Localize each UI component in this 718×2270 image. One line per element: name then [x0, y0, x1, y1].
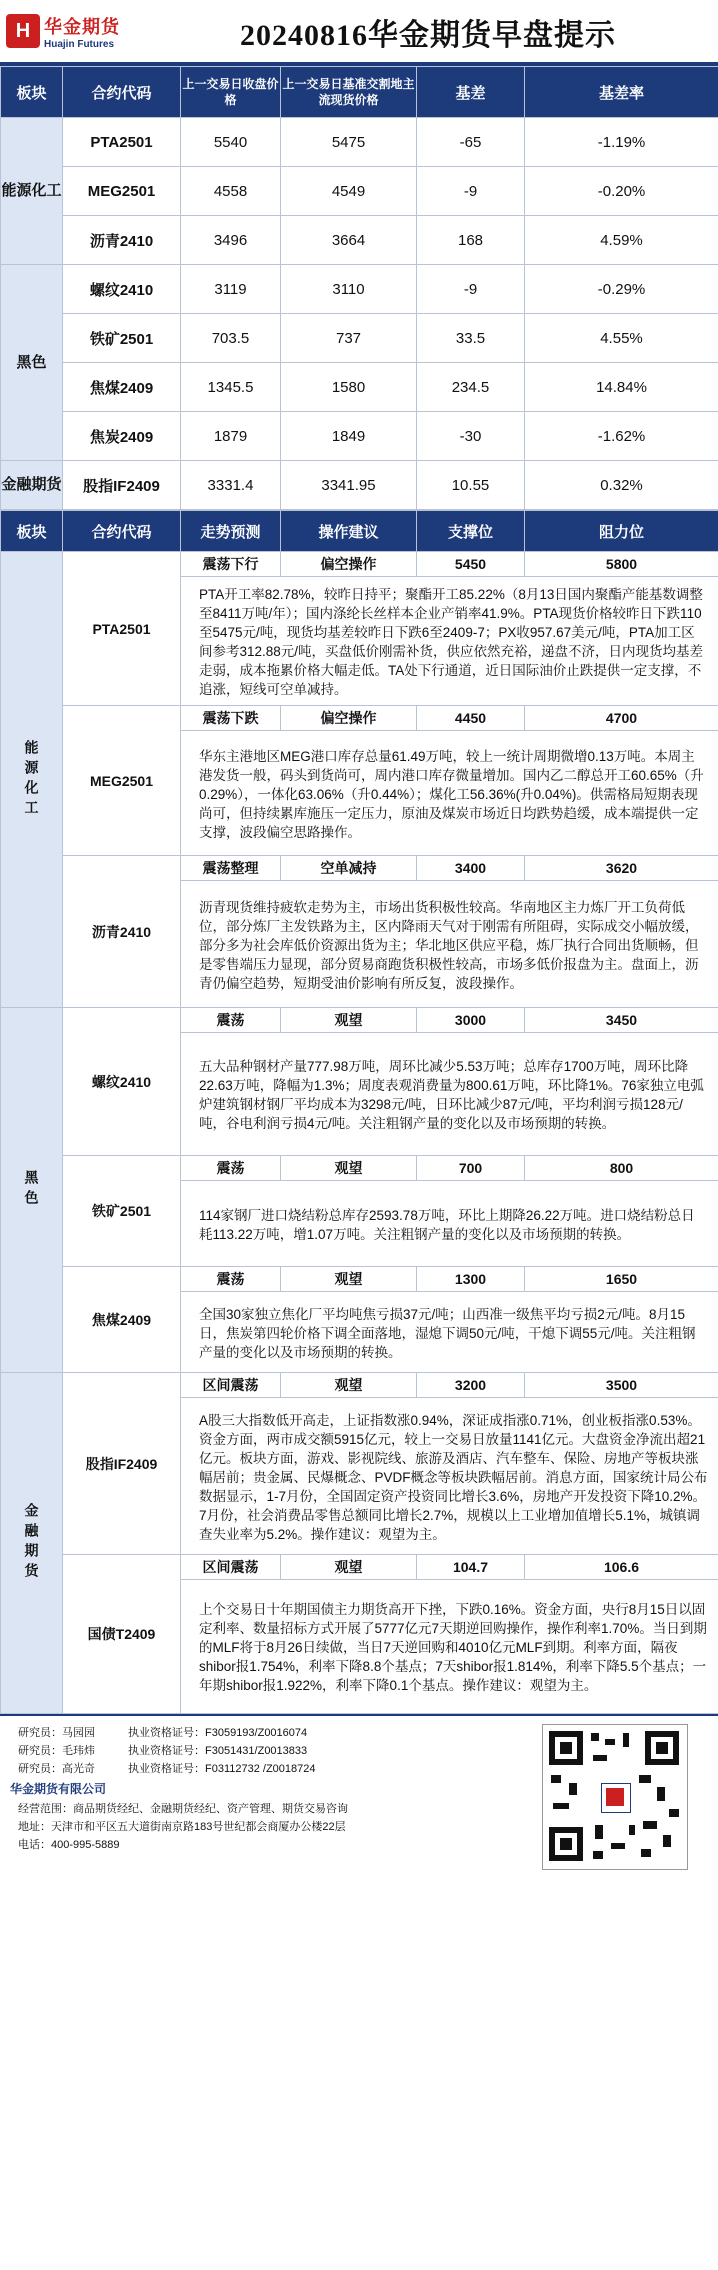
basis-value: 10.55 — [417, 461, 525, 510]
trend-forecast: 震荡下行 — [181, 552, 281, 577]
col-header: 板块 — [1, 67, 63, 118]
support-level: 700 — [417, 1156, 525, 1181]
operation-advice: 观望 — [281, 1373, 417, 1398]
operation-advice: 空单减持 — [281, 856, 417, 881]
basis-value: -9 — [417, 167, 525, 216]
sector-label: 黑色 — [1, 265, 63, 461]
basis-value: -9 — [417, 265, 525, 314]
basis-value: 33.5 — [417, 314, 525, 363]
basis-rate: -1.19% — [525, 118, 718, 167]
strategy-summary-row — [1, 856, 718, 881]
col-header: 基差率 — [525, 67, 718, 118]
commentary-text: 沥青现货维持疲软走势为主，市场出货积极性较高。华南地区主力炼厂开工负荷低位，部分炼厂主发铁路为主，区内降雨天气对于刚需有所阻碍，实际成交小幅放缓，部分多为社会库低价资源出货为主；华北地区供应平稳，炼厂执行合同出货顺畅，但是零售端压力显现，部分贸易商跑货积极性较高，市场多低价报盘为主。盘面上，沥青仍偏空趋势，短期受油价影响有所反复，波段操作。 — [181, 881, 718, 1008]
operation-advice: 偏空操作 — [281, 706, 417, 731]
cert-label: 执业资格证号： — [128, 1763, 205, 1775]
qr-center-logo — [601, 1783, 631, 1813]
support-level: 4450 — [417, 706, 525, 731]
operation-advice: 观望 — [281, 1555, 417, 1580]
trend-forecast: 震荡 — [181, 1267, 281, 1292]
contract-code: 铁矿2501 — [63, 314, 181, 363]
commentary-text: PTA开工率82.78%，较昨日持平；聚酯开工85.22%（8月13日国内聚酯产能基数调整至8411万吨/年）；国内涤纶长丝样本企业产销率41.9%。PTA现货价格较昨日下跌110至5475元/吨，现货均基差较昨日下跌6至2409-7；PX收957.67美元/吨，PTA加工区间参考312.88元/吨，买盘低价刚需补货，供应依然充裕，递盘不济，日内现货均基差走弱，成本拖累价格大幅走低。TA处下行通道，近日国际油价止跌提供一定支撑，不追涨，短线可空单减持。 — [181, 577, 718, 706]
support-level: 1300 — [417, 1267, 525, 1292]
trend-forecast: 区间震荡 — [181, 1373, 281, 1398]
strategy-table-header — [1, 511, 718, 552]
sector-label: 黑色 — [1, 1008, 63, 1373]
spot-price: 737 — [281, 314, 417, 363]
basis-rate: -0.20% — [525, 167, 718, 216]
support-level: 5450 — [417, 552, 525, 577]
researcher-line — [18, 1760, 316, 1776]
close-price: 1345.5 — [181, 363, 281, 412]
company-logo — [0, 4, 124, 58]
cert-label: 执业资格证号： — [128, 1727, 205, 1739]
support-level: 3400 — [417, 856, 525, 881]
basis-row — [1, 265, 718, 314]
strategy-summary-row — [1, 1156, 718, 1181]
researcher-name: 马园园 — [62, 1727, 95, 1739]
report-header — [0, 0, 718, 66]
close-price: 3331.4 — [181, 461, 281, 510]
resistance-level: 1650 — [525, 1267, 718, 1292]
contract-code: 股指IF2409 — [63, 461, 181, 510]
support-level: 3200 — [417, 1373, 525, 1398]
col-header: 阻力位 — [525, 511, 718, 552]
resistance-level: 3500 — [525, 1373, 718, 1398]
spot-price: 1580 — [281, 363, 417, 412]
basis-rate: -0.29% — [525, 265, 718, 314]
operation-advice: 观望 — [281, 1156, 417, 1181]
trend-forecast: 震荡 — [181, 1156, 281, 1181]
resistance-level: 3620 — [525, 856, 718, 881]
commentary-text: 华东主港地区MEG港口库存总量61.49万吨，较上一统计周期微增0.13万吨。本周主港发货一般，码头到货尚可，周内港口库存微量增加。国内乙二醇总开工60.65%（升0.29%），一体化63.06%（升0.44%）；煤化工56.36%(升0.04%)。供需格局短期表现尚可，但持续累库施压一定压力，原油及煤炭市场近日均跌势趋缓，成本端提供一定支撑，波段偏空思路操作。 — [181, 731, 718, 856]
sector-label: 能源化工 — [1, 118, 63, 265]
resistance-level: 5800 — [525, 552, 718, 577]
contract-code: MEG2501 — [63, 167, 181, 216]
researcher-label: 研究员： — [18, 1763, 62, 1775]
basis-rate: 14.84% — [525, 363, 718, 412]
contract-code: 铁矿2501 — [63, 1156, 181, 1267]
basis-rate: 4.59% — [525, 216, 718, 265]
operation-advice: 观望 — [281, 1008, 417, 1033]
contract-code: PTA2501 — [63, 552, 181, 706]
basis-value: 168 — [417, 216, 525, 265]
basis-table-header — [1, 67, 718, 118]
support-level: 104.7 — [417, 1555, 525, 1580]
basis-table — [0, 66, 718, 510]
strategy-summary-row — [1, 1267, 718, 1292]
strategy-summary-row — [1, 1555, 718, 1580]
basis-row — [1, 167, 718, 216]
col-header: 上一交易日收盘价格 — [181, 67, 281, 118]
resistance-level: 800 — [525, 1156, 718, 1181]
sector-label: 金融期货 — [1, 461, 63, 510]
sector-label: 能源化工 — [1, 552, 63, 1008]
basis-row — [1, 412, 718, 461]
col-header: 板块 — [1, 511, 63, 552]
contract-code: 股指IF2409 — [63, 1373, 181, 1555]
spot-price: 3110 — [281, 265, 417, 314]
commentary-text: 上个交易日十年期国债主力期货高开下挫，下跌0.16%。资金方面，央行8月15日以固定利率、数量招标方式开展了5777亿元7天期逆回购操作，操作利率1.70%。当日到期的MLF将于8月26日续做，当日7天逆回购和4010亿元MLF到期。利率方面，隔夜shibor报1.754%，利率下降8.8个基点；7天shibor报1.814%，利率下降5.5个基点；一年期shibor报1.922%，利率下降0.1个基点。操作建议：观望为主。 — [181, 1580, 718, 1714]
report-title: 20240816华金期货早盘提示 — [240, 19, 616, 52]
resistance-level: 106.6 — [525, 1555, 718, 1580]
operation-advice: 观望 — [281, 1267, 417, 1292]
commentary-text: 全国30家独立焦化厂平均吨焦亏损37元/吨；山西准一级焦平均亏损2元/吨。8月15日，焦炭第四轮价格下调全面落地，湿熄下调50元/吨，干熄下调55元/吨。关注粗钢产量的变化以及市场预期的转换。 — [181, 1292, 718, 1373]
spot-price: 3341.95 — [281, 461, 417, 510]
researcher-line — [18, 1724, 308, 1740]
strategy-table — [0, 510, 718, 1714]
close-price: 1879 — [181, 412, 281, 461]
strategy-summary-row — [1, 706, 718, 731]
contract-code: 焦煤2409 — [63, 363, 181, 412]
col-header: 走势预测 — [181, 511, 281, 552]
close-price: 4558 — [181, 167, 281, 216]
basis-value: -30 — [417, 412, 525, 461]
commentary-text: 114家钢厂进口烧结粉总库存2593.78万吨，环比上期降26.22万吨。进口烧结粉总日耗113.22万吨，增1.07万吨。关注粗钢产量的变化以及市场预期的转换。 — [181, 1181, 718, 1267]
spot-price: 5475 — [281, 118, 417, 167]
basis-rate: -1.62% — [525, 412, 718, 461]
qr-code-icon — [542, 1724, 688, 1870]
basis-value: 234.5 — [417, 363, 525, 412]
contract-code: MEG2501 — [63, 706, 181, 856]
report-footer — [0, 1714, 718, 1876]
trend-forecast: 震荡 — [181, 1008, 281, 1033]
cert-number: F03112732 /Z0018724 — [205, 1763, 316, 1775]
spot-price: 3664 — [281, 216, 417, 265]
researcher-name: 高光奇 — [62, 1763, 95, 1775]
col-header: 合约代码 — [63, 67, 181, 118]
basis-row — [1, 118, 718, 167]
col-header: 上一交易日基准交割地主流现货价格 — [281, 67, 417, 118]
close-price: 703.5 — [181, 314, 281, 363]
trend-forecast: 区间震荡 — [181, 1555, 281, 1580]
col-header: 基差 — [417, 67, 525, 118]
contract-code: 国债T2409 — [63, 1555, 181, 1714]
spot-price: 1849 — [281, 412, 417, 461]
col-header: 支撑位 — [417, 511, 525, 552]
strategy-summary-row — [1, 552, 718, 577]
support-level: 3000 — [417, 1008, 525, 1033]
basis-row — [1, 314, 718, 363]
close-price: 3496 — [181, 216, 281, 265]
contract-code: 焦炭2409 — [63, 412, 181, 461]
trend-forecast: 震荡下跌 — [181, 706, 281, 731]
basis-row — [1, 216, 718, 265]
cert-number: F3059193/Z0016074 — [205, 1727, 308, 1739]
basis-rate: 0.32% — [525, 461, 718, 510]
trend-forecast: 震荡整理 — [181, 856, 281, 881]
logo-en-text: Huajin Futures — [44, 38, 115, 50]
strategy-summary-row — [1, 1008, 718, 1033]
resistance-level: 4700 — [525, 706, 718, 731]
business-scope: 经营范围：商品期货经纪、金融期货经纪、资产管理、期货交易咨询 — [18, 1803, 348, 1815]
commentary-text: A股三大指数低开高走，上证指数涨0.94%，深证成指涨0.71%，创业板指涨0.53%。资金方面，两市成交额5915亿元，较上一交易日放量1141亿元。大盘资金净流出超21亿元。板块方面，游戏、影视院线、旅游及酒店、汽车整车、保险、房地产等板块涨幅居前；贵金属、民爆概念、PVDF概念等板块跌幅居前。消息方面，国家统计局公布数据显示，1-7月份，全国固定资产投资同比增长3.6%，房地产开发投资下降10.2%。7月份，社会消费品零售总额同比增长2.7%，规模以上工业增加值增长5.1%，城镇调查失业率为5.2%。操作建议：观望为主。 — [181, 1398, 718, 1555]
cert-label: 执业资格证号： — [128, 1745, 205, 1757]
basis-row — [1, 461, 718, 510]
sector-label: 金融期货 — [1, 1373, 63, 1714]
contract-code: 螺纹2410 — [63, 1008, 181, 1156]
company-address: 地址：天津市和平区五大道街南京路183号世纪都会商厦办公楼22层 — [18, 1821, 346, 1833]
researcher-label: 研究员： — [18, 1745, 62, 1757]
close-price: 5540 — [181, 118, 281, 167]
logo-cn-text: 华金期货 — [44, 16, 120, 37]
contract-code: PTA2501 — [63, 118, 181, 167]
close-price: 3119 — [181, 265, 281, 314]
basis-row — [1, 363, 718, 412]
col-header: 合约代码 — [63, 511, 181, 552]
company-name: 华金期货有限公司 — [10, 1782, 107, 1796]
contract-code: 沥青2410 — [63, 216, 181, 265]
operation-advice: 偏空操作 — [281, 552, 417, 577]
company-phone: 电话：400-995-5889 — [18, 1839, 120, 1851]
strategy-summary-row — [1, 1373, 718, 1398]
resistance-level: 3450 — [525, 1008, 718, 1033]
researcher-line — [18, 1742, 308, 1758]
contract-code: 焦煤2409 — [63, 1267, 181, 1373]
researcher-label: 研究员： — [18, 1727, 62, 1739]
col-header: 操作建议 — [281, 511, 417, 552]
commentary-text: 五大品种钢材产量777.98万吨，周环比减少5.53万吨；总库存1700万吨，周环比降22.63万吨，降幅为1.3%；周度表观消费量为800.61万吨，环比降1%。76家独立电弧炉建筑钢材钢厂平均成本为3298元/吨，日环比减少87元/吨，平均利润亏损128元/吨，谷电利润亏损4元/吨。关注粗钢产量的变化以及市场预期的转换。 — [181, 1033, 718, 1156]
basis-rate: 4.55% — [525, 314, 718, 363]
cert-number: F3051431/Z0013833 — [205, 1745, 308, 1757]
logo-mark-icon: H — [6, 14, 40, 48]
researcher-name: 毛玮炜 — [62, 1745, 95, 1757]
spot-price: 4549 — [281, 167, 417, 216]
contract-code: 沥青2410 — [63, 856, 181, 1008]
contract-code: 螺纹2410 — [63, 265, 181, 314]
basis-value: -65 — [417, 118, 525, 167]
